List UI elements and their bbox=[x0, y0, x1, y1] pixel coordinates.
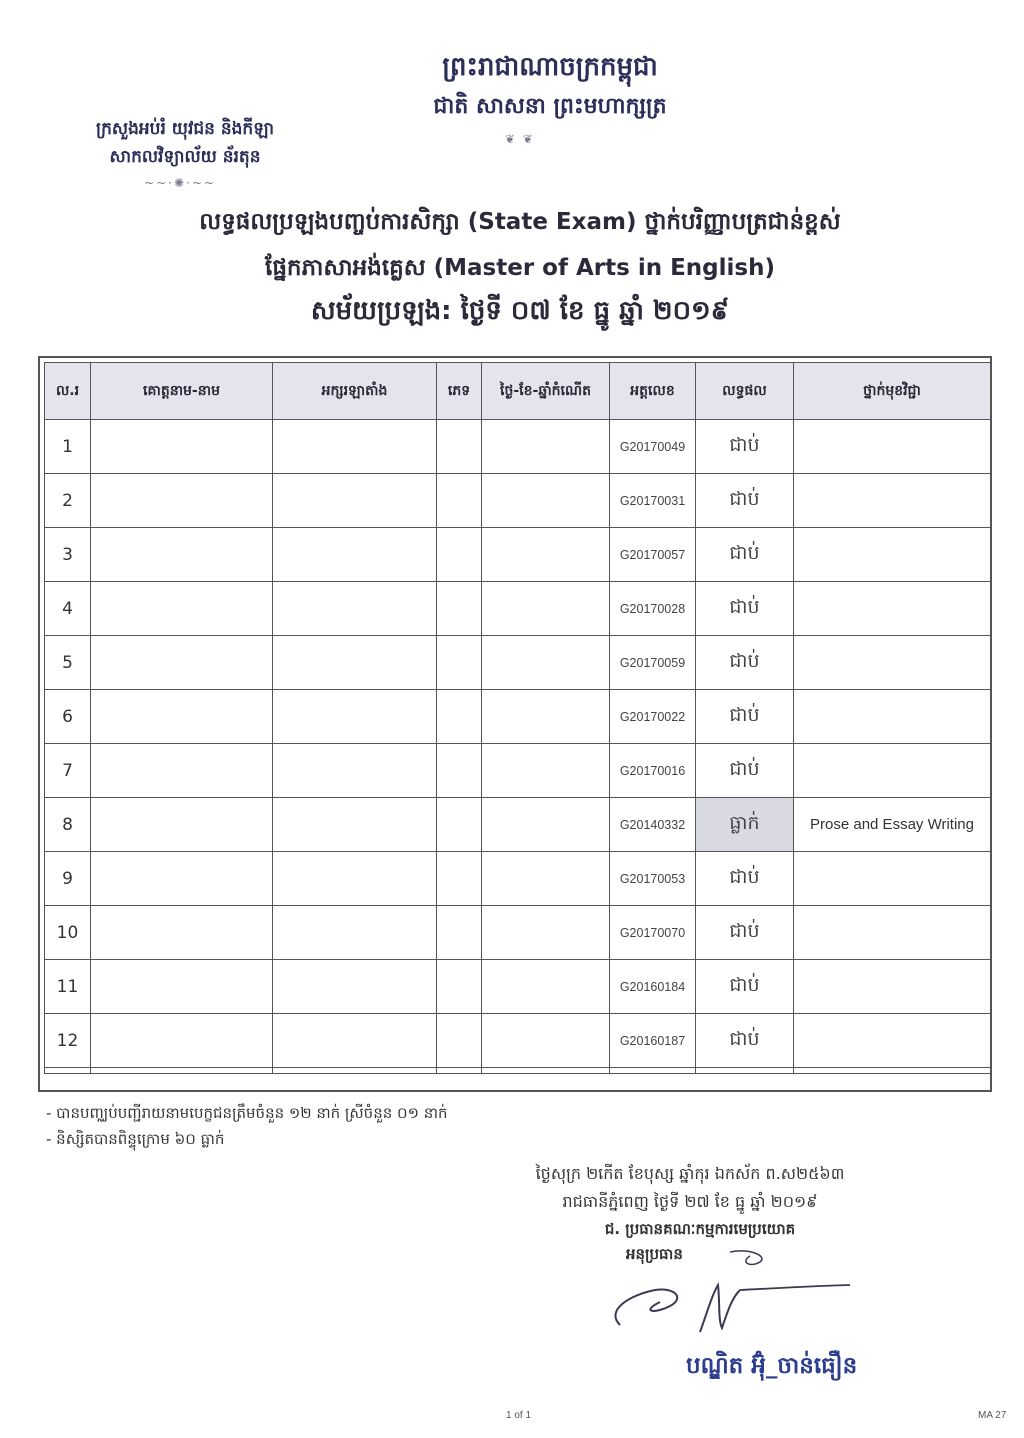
cell-khmer-name bbox=[91, 960, 273, 1014]
exam-date-title: សម័យប្រឡង: ថ្ងៃទី ០៧ ខែ ធ្នូ ឆ្នាំ ២០១៩ bbox=[310, 296, 730, 326]
on-behalf-title: ជ. ប្រធានគណៈកម្មការមេប្រយោគ bbox=[604, 1220, 796, 1238]
cell-sex bbox=[437, 798, 482, 852]
cell-sex bbox=[437, 690, 482, 744]
note-candidate-count: - បានបញ្ឈប់បញ្ជីរាយនាមបេក្ខជនត្រឹមចំនួន ១២ នាក់ ស្រីចំនួន ០១ នាក់ bbox=[46, 1104, 448, 1122]
cell-result: ជាប់ bbox=[696, 636, 794, 690]
cell-student-id: G20170057 bbox=[610, 528, 696, 582]
table-row bbox=[45, 852, 991, 906]
cell-failed-subject bbox=[794, 852, 991, 906]
cell-result: ជាប់ bbox=[696, 690, 794, 744]
cell-khmer-name bbox=[91, 528, 273, 582]
table-row bbox=[45, 798, 991, 852]
spacer-cell bbox=[794, 1068, 991, 1074]
cell-failed-subject bbox=[794, 474, 991, 528]
cell-latin-name bbox=[273, 582, 437, 636]
cell-student-id: G20160184 bbox=[610, 960, 696, 1014]
ornament-divider: ❦ ❦ bbox=[505, 132, 535, 146]
national-motto: ជាតិ សាសនា ព្រះមហាក្សត្រ bbox=[433, 94, 667, 119]
cell-khmer-name bbox=[91, 474, 273, 528]
cell-student-id: G20170016 bbox=[610, 744, 696, 798]
table-row bbox=[45, 1014, 991, 1068]
cell-failed-subject bbox=[794, 690, 991, 744]
cell-failed-subject bbox=[794, 960, 991, 1014]
cell-latin-name bbox=[273, 474, 437, 528]
ornament-divider-left: ~~·✺·~~ bbox=[144, 176, 216, 190]
cell-latin-name bbox=[273, 798, 437, 852]
table-row bbox=[45, 744, 991, 798]
document-title: លទ្ធផលប្រឡងបញ្ចប់ការសិក្សា (State Exam) ថ្នាក់បរិញ្ញាបត្រជាន់ខ្ពស់ bbox=[199, 209, 841, 235]
cell-birthdate bbox=[482, 906, 610, 960]
col-header-failed-subject: ថ្នាក់មុខវិជ្ជា bbox=[794, 363, 991, 420]
col-header-khmer-name: គោត្តនាម-នាម bbox=[91, 363, 273, 420]
cell-khmer-name bbox=[91, 1014, 273, 1068]
cell-student-id: G20160187 bbox=[610, 1014, 696, 1068]
cell-no: 11 bbox=[45, 960, 91, 1014]
spacer-cell bbox=[437, 1068, 482, 1074]
cell-result: ជាប់ bbox=[696, 906, 794, 960]
cell-no: 5 bbox=[45, 636, 91, 690]
cell-sex bbox=[437, 420, 482, 474]
cell-khmer-name bbox=[91, 852, 273, 906]
col-header-no: ល.រ bbox=[45, 363, 91, 420]
cell-failed-subject bbox=[794, 420, 991, 474]
cell-result: ជាប់ bbox=[696, 582, 794, 636]
cell-failed-subject bbox=[794, 582, 991, 636]
table-row bbox=[45, 906, 991, 960]
cell-khmer-name bbox=[91, 582, 273, 636]
table-header-row bbox=[45, 363, 991, 420]
cell-latin-name bbox=[273, 420, 437, 474]
cell-latin-name bbox=[273, 528, 437, 582]
cell-student-id: G20170031 bbox=[610, 474, 696, 528]
role-title: អនុប្រធាន bbox=[626, 1245, 683, 1263]
table-row bbox=[45, 528, 991, 582]
col-header-sex: ភេទ bbox=[437, 363, 482, 420]
cell-student-id: G20170053 bbox=[610, 852, 696, 906]
cell-result: ជាប់ bbox=[696, 1014, 794, 1068]
col-header-birthdate: ថ្ងៃ-ខែ-ឆ្នាំកំណើត bbox=[482, 363, 610, 420]
cell-failed-subject bbox=[794, 528, 991, 582]
form-code: MA 27 bbox=[978, 1410, 1007, 1421]
university-name: សាកលវិទ្យាល័យ ន័រតុន bbox=[109, 147, 261, 167]
spacer-cell bbox=[696, 1068, 794, 1074]
kingdom-heading: ព្រះរាជាណាចក្រកម្ពុជា bbox=[442, 52, 658, 82]
cell-sex bbox=[437, 528, 482, 582]
cell-latin-name bbox=[273, 960, 437, 1014]
table-row bbox=[45, 960, 991, 1014]
spacer-cell bbox=[45, 1068, 91, 1074]
cell-failed-subject bbox=[794, 906, 991, 960]
cell-sex bbox=[437, 960, 482, 1014]
cell-failed-subject: Prose and Essay Writing bbox=[794, 798, 991, 852]
cell-no: 2 bbox=[45, 474, 91, 528]
cell-result: ធ្លាក់ bbox=[696, 798, 794, 852]
cell-no: 8 bbox=[45, 798, 91, 852]
cell-result: ជាប់ bbox=[696, 528, 794, 582]
cell-student-id: G20170070 bbox=[610, 906, 696, 960]
cell-birthdate bbox=[482, 960, 610, 1014]
col-header-student-id: អត្តលេខ bbox=[610, 363, 696, 420]
cell-birthdate bbox=[482, 420, 610, 474]
table-row bbox=[45, 420, 991, 474]
table-bottom-spacer bbox=[45, 1068, 991, 1074]
cell-birthdate bbox=[482, 582, 610, 636]
cell-khmer-name bbox=[91, 690, 273, 744]
cell-result: ជាប់ bbox=[696, 852, 794, 906]
table-row bbox=[45, 636, 991, 690]
cell-no: 1 bbox=[45, 420, 91, 474]
cell-khmer-name bbox=[91, 636, 273, 690]
cell-result: ជាប់ bbox=[696, 474, 794, 528]
cell-sex bbox=[437, 474, 482, 528]
cell-latin-name bbox=[273, 690, 437, 744]
table-row bbox=[45, 690, 991, 744]
cell-birthdate bbox=[482, 852, 610, 906]
cell-no: 4 bbox=[45, 582, 91, 636]
cell-no: 3 bbox=[45, 528, 91, 582]
cell-birthdate bbox=[482, 690, 610, 744]
cell-result: ជាប់ bbox=[696, 420, 794, 474]
cell-no: 10 bbox=[45, 906, 91, 960]
cell-failed-subject bbox=[794, 636, 991, 690]
place-date: រាជធានីភ្នំពេញ ថ្ងៃទី ២៧ ខែ ធ្នូ ឆ្នាំ ២០១៩ bbox=[562, 1192, 818, 1211]
cell-student-id: G20170022 bbox=[610, 690, 696, 744]
cell-sex bbox=[437, 582, 482, 636]
cell-student-id: G20170059 bbox=[610, 636, 696, 690]
handwritten-signature bbox=[600, 1240, 860, 1340]
cell-student-id: G20170049 bbox=[610, 420, 696, 474]
results-table bbox=[44, 362, 991, 1074]
lunar-date: ថ្ងៃសុក្រ ២កើត ខែបុស្ស ឆ្នាំកុរ ឯកស័ក ព.ស២៥៦៣ bbox=[535, 1164, 845, 1183]
cell-birthdate bbox=[482, 636, 610, 690]
cell-khmer-name bbox=[91, 798, 273, 852]
spacer-cell bbox=[273, 1068, 437, 1074]
cell-no: 9 bbox=[45, 852, 91, 906]
col-header-result: លទ្ធផល bbox=[696, 363, 794, 420]
spacer-cell bbox=[91, 1068, 273, 1074]
cell-birthdate bbox=[482, 1014, 610, 1068]
cell-latin-name bbox=[273, 636, 437, 690]
cell-latin-name bbox=[273, 906, 437, 960]
note-fail-threshold: - និស្សិតបានពិន្ទុក្រោម ៦០ ធ្លាក់ bbox=[46, 1130, 225, 1148]
cell-sex bbox=[437, 906, 482, 960]
cell-khmer-name bbox=[91, 744, 273, 798]
cell-result: ជាប់ bbox=[696, 960, 794, 1014]
page-indicator: 1 of 1 bbox=[506, 1410, 532, 1421]
cell-birthdate bbox=[482, 528, 610, 582]
table-row bbox=[45, 582, 991, 636]
cell-birthdate bbox=[482, 744, 610, 798]
cell-result: ជាប់ bbox=[696, 744, 794, 798]
signer-name: បណ្ឌិត អ៊ុំ_ចាន់ធឿន bbox=[686, 1353, 858, 1379]
cell-latin-name bbox=[273, 744, 437, 798]
cell-sex bbox=[437, 1014, 482, 1068]
spacer-cell bbox=[482, 1068, 610, 1074]
spacer-cell bbox=[610, 1068, 696, 1074]
cell-birthdate bbox=[482, 798, 610, 852]
cell-khmer-name bbox=[91, 420, 273, 474]
cell-sex bbox=[437, 744, 482, 798]
cell-sex bbox=[437, 852, 482, 906]
cell-latin-name bbox=[273, 1014, 437, 1068]
table-row bbox=[45, 474, 991, 528]
cell-latin-name bbox=[273, 852, 437, 906]
cell-khmer-name bbox=[91, 906, 273, 960]
cell-sex bbox=[437, 636, 482, 690]
cell-failed-subject bbox=[794, 1014, 991, 1068]
cell-student-id: G20140332 bbox=[610, 798, 696, 852]
cell-birthdate bbox=[482, 474, 610, 528]
cell-no: 6 bbox=[45, 690, 91, 744]
cell-no: 7 bbox=[45, 744, 91, 798]
col-header-latin-name: អក្សរឡាតាំង bbox=[273, 363, 437, 420]
cell-no: 12 bbox=[45, 1014, 91, 1068]
ministry-name: ក្រសួងអប់រំ យុវជន និងកីឡា bbox=[96, 119, 274, 139]
program-title: ផ្នែកភាសាអង់គ្លេស (Master of Arts in English) bbox=[265, 255, 775, 281]
cell-student-id: G20170028 bbox=[610, 582, 696, 636]
cell-failed-subject bbox=[794, 744, 991, 798]
